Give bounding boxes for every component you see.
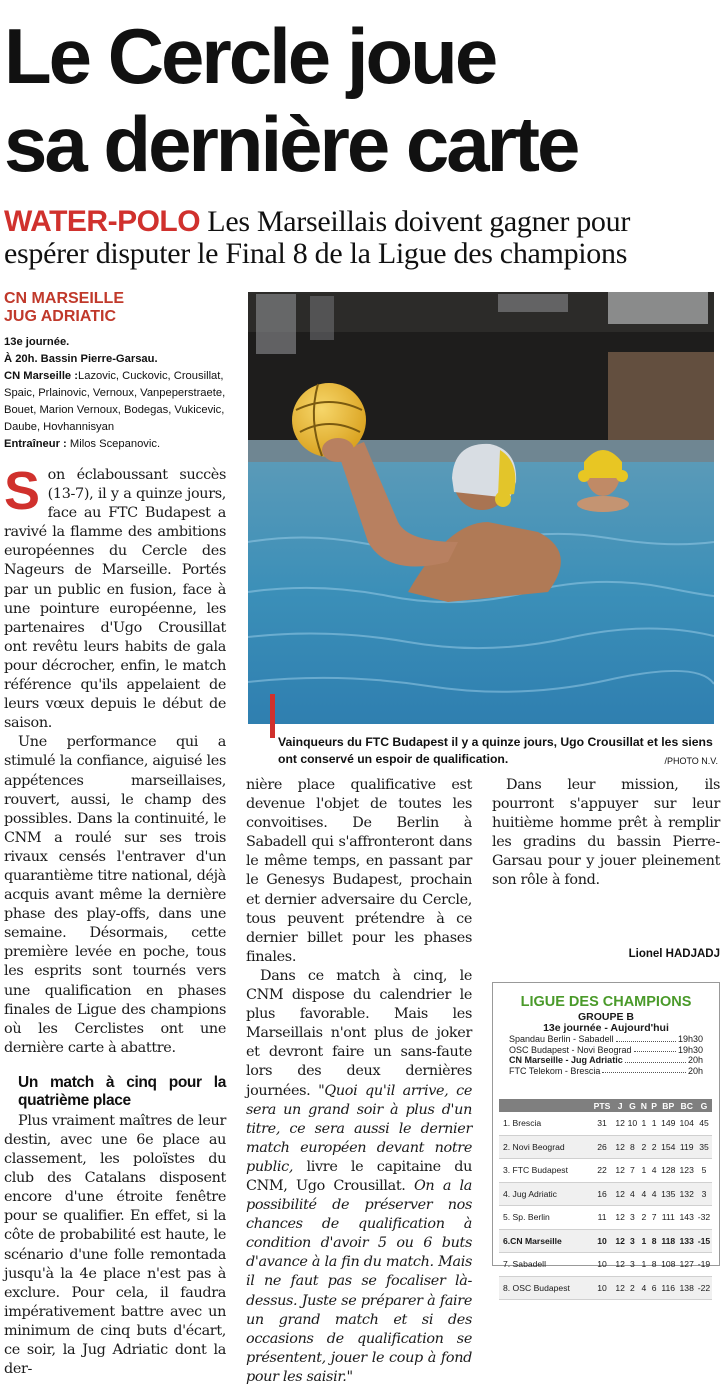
standings-cell-team: 6.CN Marseille (499, 1229, 590, 1253)
standings-cell-diff: -15 (696, 1229, 712, 1253)
standings-column-header: P (649, 1099, 659, 1112)
standings-cell-j: 12 (614, 1206, 626, 1230)
fixture-match: CN Marseille - Jug Adriatic (509, 1055, 623, 1065)
fixture-match: FTC Telekom - Brescia (509, 1065, 601, 1076)
article-paragraph-2: Une performance qui a stimulé la confiance, aiguisé les appétences marseillaises, rouvert, aussi, le champ des possibles. Dans la continuité, le CNM a roulé sur ses trois rivaux censés l'entraver d'un quarantième titre national, déjà acquis avant même la dernière phase des play-offs, dans une semaine. Désormais, cette première levée en poche, tous les esprits sont tournés vers une qualification en phases finales de Ligue des champions où les Cerclistes ont une dernière carte à abattre. (4, 734, 226, 1056)
article-paragraph-3: Plus vraiment maîtres de leur destin, avec une 6e place au classement, les poloïstes du club des Catalans disposent encore d'une étroite fenêtre pour se qualifier. En effet, si la côte de probabilité est haute, le scénario d'une folle remontada jusqu'à la 4e place n'est pas à exclure. Pour cela, il faudra impérativement battre avec un minimum de cinq buts d'écart, ce soir, la Jug Adriatic dont la der- (4, 1112, 226, 1378)
standings-cell-pts: 26 (590, 1135, 614, 1159)
standings-cell-pts: 10 (590, 1253, 614, 1277)
standings-box (492, 982, 720, 1293)
standings-cell-n: 1 (639, 1112, 650, 1135)
fixture-time: 20h (687, 1065, 703, 1076)
deck-text: Les Marseillais doivent gagner pour espérer disputer le Final 8 de la Ligue des champions (4, 205, 631, 270)
quote-close: " (346, 1368, 353, 1385)
standings-cell-team: 7. Sabadell (499, 1253, 590, 1277)
standings-cell-diff: 5 (696, 1159, 712, 1183)
standings-cell-p: 7 (649, 1206, 659, 1230)
infobox-squad: Lazovic, Cuckovic, Crousillat, Spaic, Prlainovic, Vernoux, Vanpeperstraete, Bouet, Marion Vernoux, Bodegas, Vukicevic, Daube, Hovhannisyan (4, 370, 226, 433)
author-signature: Lionel HADJADJ (628, 948, 720, 960)
standings-column-header: G (696, 1099, 712, 1112)
standings-column-header: N (639, 1099, 650, 1112)
infobox-details (4, 334, 240, 453)
standings-cell-bp: 108 (659, 1253, 677, 1277)
fixture-row (493, 1034, 719, 1045)
standings-cell-j: 12 (614, 1135, 626, 1159)
article-paragraph-6: Dans leur mission, ils pourront s'appuyer sur leur huitième homme prêt à remplir les gradins du bassin Pierre-Garsau pour y jouer pleinement son rôle à fond. (492, 777, 720, 889)
article-paragraph-1 (4, 461, 226, 733)
standings-cell-team: 3. FTC Budapest (499, 1159, 590, 1183)
fixture-dots (634, 1045, 676, 1053)
photo-credit: /PHOTO N.V. (664, 756, 718, 766)
standings-cell-n: 4 (639, 1276, 650, 1300)
standings-cell-pts: 11 (590, 1206, 614, 1230)
standings-group: GROUPE B (577, 1011, 634, 1023)
standings-cell-p: 8 (649, 1253, 659, 1277)
standings-cell-bc: 143 (677, 1206, 696, 1230)
standings-cell-pts: 22 (590, 1159, 614, 1183)
quote-part-1: Quoi qu'il arrive, ce sera un grand soir à plus d'un titre, ce sera aussi le dernier match européen devant notre public, (246, 1082, 472, 1175)
standings-cell-bc: 119 (677, 1135, 696, 1159)
headline-line-1: Le Cercle joue (4, 12, 496, 100)
article-column-3 (492, 776, 720, 891)
standings-cell-g: 4 (626, 1182, 638, 1206)
paragraph-5-text: Dans ce match à cinq, le CNM dispose du calendrier le plus favorable. Mais les Marseillais n'ont plus de joker et devront faire un sans-faute lors des deux dernières journées. " (246, 967, 472, 1099)
standings-cell-pts: 10 (590, 1276, 614, 1300)
infobox-venue: À 20h. Bassin Pierre-Garsau. (4, 353, 158, 365)
standings-column-header: G (626, 1099, 638, 1112)
standings-table (499, 1099, 712, 1300)
standings-cell-g: 3 (626, 1229, 638, 1253)
drop-cap: S (4, 461, 40, 521)
standings-cell-bc: 127 (677, 1253, 696, 1277)
infobox-squad-label: CN Marseille : (4, 370, 78, 382)
standings-cell-diff: 45 (696, 1112, 712, 1135)
standings-cell-j: 12 (614, 1276, 626, 1300)
standings-column-header (499, 1099, 590, 1112)
standings-cell-team: 8. OSC Budapest (499, 1276, 590, 1300)
standings-cell-g: 2 (626, 1276, 638, 1300)
fixture-row (493, 1055, 719, 1066)
standings-cell-bc: 138 (677, 1276, 696, 1300)
standings-cell-pts: 16 (590, 1182, 614, 1206)
standings-cell-team: 1. Brescia (499, 1112, 590, 1135)
headline-line-2: sa dernière carte (4, 100, 578, 188)
fixture-dots (616, 1034, 676, 1042)
deck-kicker: WATER-POLO (4, 205, 201, 238)
standings-cell-bp: 128 (659, 1159, 677, 1183)
standings-cell-g: 10 (626, 1112, 638, 1135)
standings-cell-n: 1 (639, 1229, 650, 1253)
fixture-row (493, 1066, 719, 1077)
deck (4, 206, 720, 270)
standings-cell-j: 12 (614, 1112, 626, 1135)
fixture-dots (602, 1066, 686, 1074)
standings-row (499, 1276, 712, 1300)
standings-cell-bp: 135 (659, 1182, 677, 1206)
standings-cell-pts: 31 (590, 1112, 614, 1135)
standings-row (499, 1206, 712, 1230)
standings-cell-j: 12 (614, 1182, 626, 1206)
standings-cell-j: 12 (614, 1159, 626, 1183)
infobox-team-1: CN MARSEILLE (4, 290, 124, 307)
standings-cell-n: 1 (639, 1253, 650, 1277)
standings-row (499, 1253, 712, 1277)
infobox-coach-label: Entraîneur : (4, 438, 67, 450)
caption-accent-bar (270, 694, 275, 738)
photo-caption (278, 734, 718, 770)
standings-cell-diff: -22 (696, 1276, 712, 1300)
standings-cell-bp: 154 (659, 1135, 677, 1159)
standings-cell-g: 3 (626, 1253, 638, 1277)
standings-row (499, 1159, 712, 1183)
fixture-match: Spandau Berlin - Sabadell (509, 1034, 614, 1044)
standings-cell-g: 7 (626, 1159, 638, 1183)
standings-cell-p: 8 (649, 1229, 659, 1253)
paragraph-1-text: on éclaboussant succès (13-7), il y a quinze jours, face au FTC Budapest a ravivé la flamme des ambitions européennes du Cercle des Nageurs de Marseille. Portés par un public en fusion, face à une pointure européenne, les partenaires d'Ugo Crousillat ont revêtu leurs habits de gala pour décrocher, enfin, le match référence qu'ils appelaient de leurs vœux depuis le début de saison. (4, 467, 226, 732)
standings-cell-bc: 133 (677, 1229, 696, 1253)
article-photo (248, 292, 714, 724)
standings-row (499, 1182, 712, 1206)
fixture-time: 20h (687, 1055, 703, 1065)
fixture-match: OSC Budapest - Novi Beograd (509, 1044, 632, 1055)
standings-cell-diff: 3 (696, 1182, 712, 1206)
standings-cell-team: 4. Jug Adriatic (499, 1182, 590, 1206)
standings-matchday: 13e journée - Aujourd'hui (543, 1022, 669, 1034)
infobox-team-2: JUG ADRIATIC (4, 308, 116, 325)
fixture-time: 19h30 (677, 1044, 703, 1055)
article-subhead: Un match à cinq pour la quatrième place (18, 1073, 226, 1109)
water-polo-photo (248, 292, 714, 724)
standings-row (499, 1135, 712, 1159)
standings-cell-p: 6 (649, 1276, 659, 1300)
fixture-time: 19h30 (677, 1034, 703, 1044)
standings-cell-bp: 116 (659, 1276, 677, 1300)
quote-part-2: On a la possibilité de préserver nos chances de qualification à condition d'avoir 5 ou 6 buts d'avance à la fin du match. Mais il ne faut pas se focaliser là-dessus. Juste se préparer à faire un grand match et si des occasions de qualification se présentent, jouer le coup à fond pour les saisir. (246, 1177, 472, 1385)
standings-title: LIGUE DES CHAMPIONS (520, 994, 692, 1010)
fixture-dots (625, 1055, 686, 1063)
standings-cell-bp: 118 (659, 1229, 677, 1253)
standings-cell-bc: 132 (677, 1182, 696, 1206)
infobox-journee: 13e journée. (4, 336, 70, 348)
standings-cell-diff: -32 (696, 1206, 712, 1230)
standings-column-header: PTS (590, 1099, 614, 1112)
infobox-teams (4, 290, 240, 326)
standings-cell-g: 8 (626, 1135, 638, 1159)
standings-row (499, 1229, 712, 1253)
standings-row (499, 1112, 712, 1135)
infobox-coach: Milos Scepanovic. (66, 438, 161, 450)
standings-cell-g: 3 (626, 1206, 638, 1230)
standings-cell-n: 2 (639, 1206, 650, 1230)
standings-cell-p: 4 (649, 1182, 659, 1206)
standings-cell-p: 2 (649, 1135, 659, 1159)
standings-cell-j: 12 (614, 1253, 626, 1277)
standings-cell-bp: 149 (659, 1112, 677, 1135)
match-infobox (4, 290, 240, 453)
standings-cell-j: 12 (614, 1229, 626, 1253)
standings-cell-bp: 111 (659, 1206, 677, 1230)
standings-cell-p: 1 (649, 1112, 659, 1135)
article-column-2 (246, 776, 472, 1387)
standings-cell-diff: -19 (696, 1253, 712, 1277)
article-paragraph-5 (246, 967, 472, 1387)
standings-column-header: J (614, 1099, 626, 1112)
standings-cell-bc: 104 (677, 1112, 696, 1135)
caption-text: Vainqueurs du FTC Budapest il y a quinze jours, Ugo Crousillat et les siens ont conservé un espoir de qualification. (278, 735, 713, 766)
standings-column-header: BP (659, 1099, 677, 1112)
standings-cell-n: 1 (639, 1159, 650, 1183)
headline (4, 12, 724, 188)
standings-cell-team: 5. Sp. Berlin (499, 1206, 590, 1230)
standings-cell-diff: 35 (696, 1135, 712, 1159)
standings-cell-p: 4 (649, 1159, 659, 1183)
paragraph-5-attribution: livre le capitaine du CNM, Ugo Crousillat. (246, 1158, 472, 1194)
standings-cell-pts: 10 (590, 1229, 614, 1253)
fixture-row (493, 1045, 719, 1056)
standings-column-header: BC (677, 1099, 696, 1112)
standings-cell-team: 2. Novi Beograd (499, 1135, 590, 1159)
fixtures-list (493, 1034, 719, 1076)
standings-cell-n: 2 (639, 1135, 650, 1159)
article-column-1 (4, 461, 226, 1379)
standings-cell-bc: 123 (677, 1159, 696, 1183)
standings-cell-n: 4 (639, 1182, 650, 1206)
article-paragraph-4: nière place qualificative est devenue l'objet de toutes les convoitises. De Berlin à Sabadell qui s'affronteront dans le même temps, en passant par le Genesys Budapest, prochain et dernier adversaire du Cercle, tous peuvent prétendre à ce dernier billet pour les phases finales. (246, 777, 472, 965)
